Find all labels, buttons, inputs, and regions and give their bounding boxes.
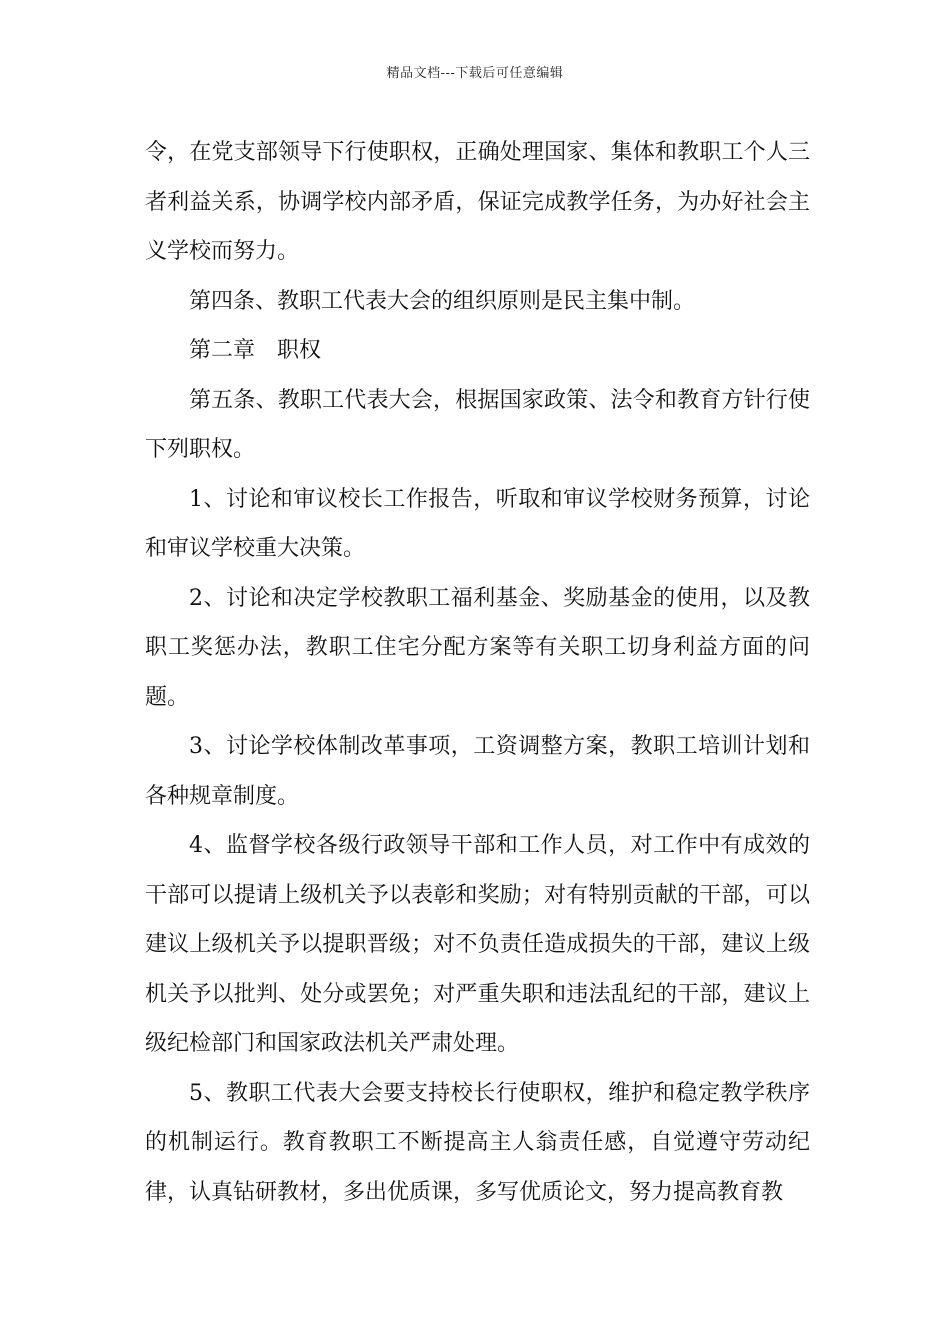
list-item-3: 3、讨论学校体制改革事项，工资调整方案，教职工培训计划和各种规章制度。 (145, 734, 810, 809)
list-item-1: 1、讨论和审议校长工作报告，听取和审议学校财务预算，讨论和审议学校重大决策。 (145, 486, 810, 561)
list-item-5: 5、教职工代表大会要支持校长行使职权，维护和稳定教学秩序的机制运行。教育教职工不断提高主人翁责任感，自觉遵守劳动纪律，认真钻研教材，多出优质课，多写优质论文，努力提高教育教 (145, 1080, 810, 1205)
list-item-2: 2、讨论和决定学校教职工福利基金、奖励基金的使用，以及教职工奖惩办法，教职工住宅分配方案等有关职工切身利益方面的问题。 (145, 585, 810, 710)
document-body (145, 128, 810, 1217)
page-header: 精品文档---下载后可任意编辑 (386, 66, 564, 81)
paragraph-continuation: 令，在党支部领导下行使职权，正确处理国家、集体和教职工个人三者利益关系，协调学校内部矛盾，保证完成教学任务，为办好社会主义学校而努力。 (145, 140, 810, 264)
paragraph-article-4: 第四条、教职工代表大会的组织原则是民主集中制。 (189, 288, 696, 314)
list-item-4: 4、监督学校各级行政领导干部和工作人员，对工作中有成效的干部可以提请上级机关予以表彰和奖励；对有特别贡献的干部，可以建议上级机关予以提职晋级；对不负责任造成损失的干部，建议上级机关予以批判、处分或罢免；对严重失职和违法乱纪的干部，建议上级纪检部门和国家政法机关严肃处理。 (145, 833, 810, 1056)
paragraph-article-5: 第五条、教职工代表大会，根据国家政策、法令和教育方针行使下列职权。 (145, 387, 810, 462)
chapter-heading: 第二章 职权 (189, 338, 322, 363)
